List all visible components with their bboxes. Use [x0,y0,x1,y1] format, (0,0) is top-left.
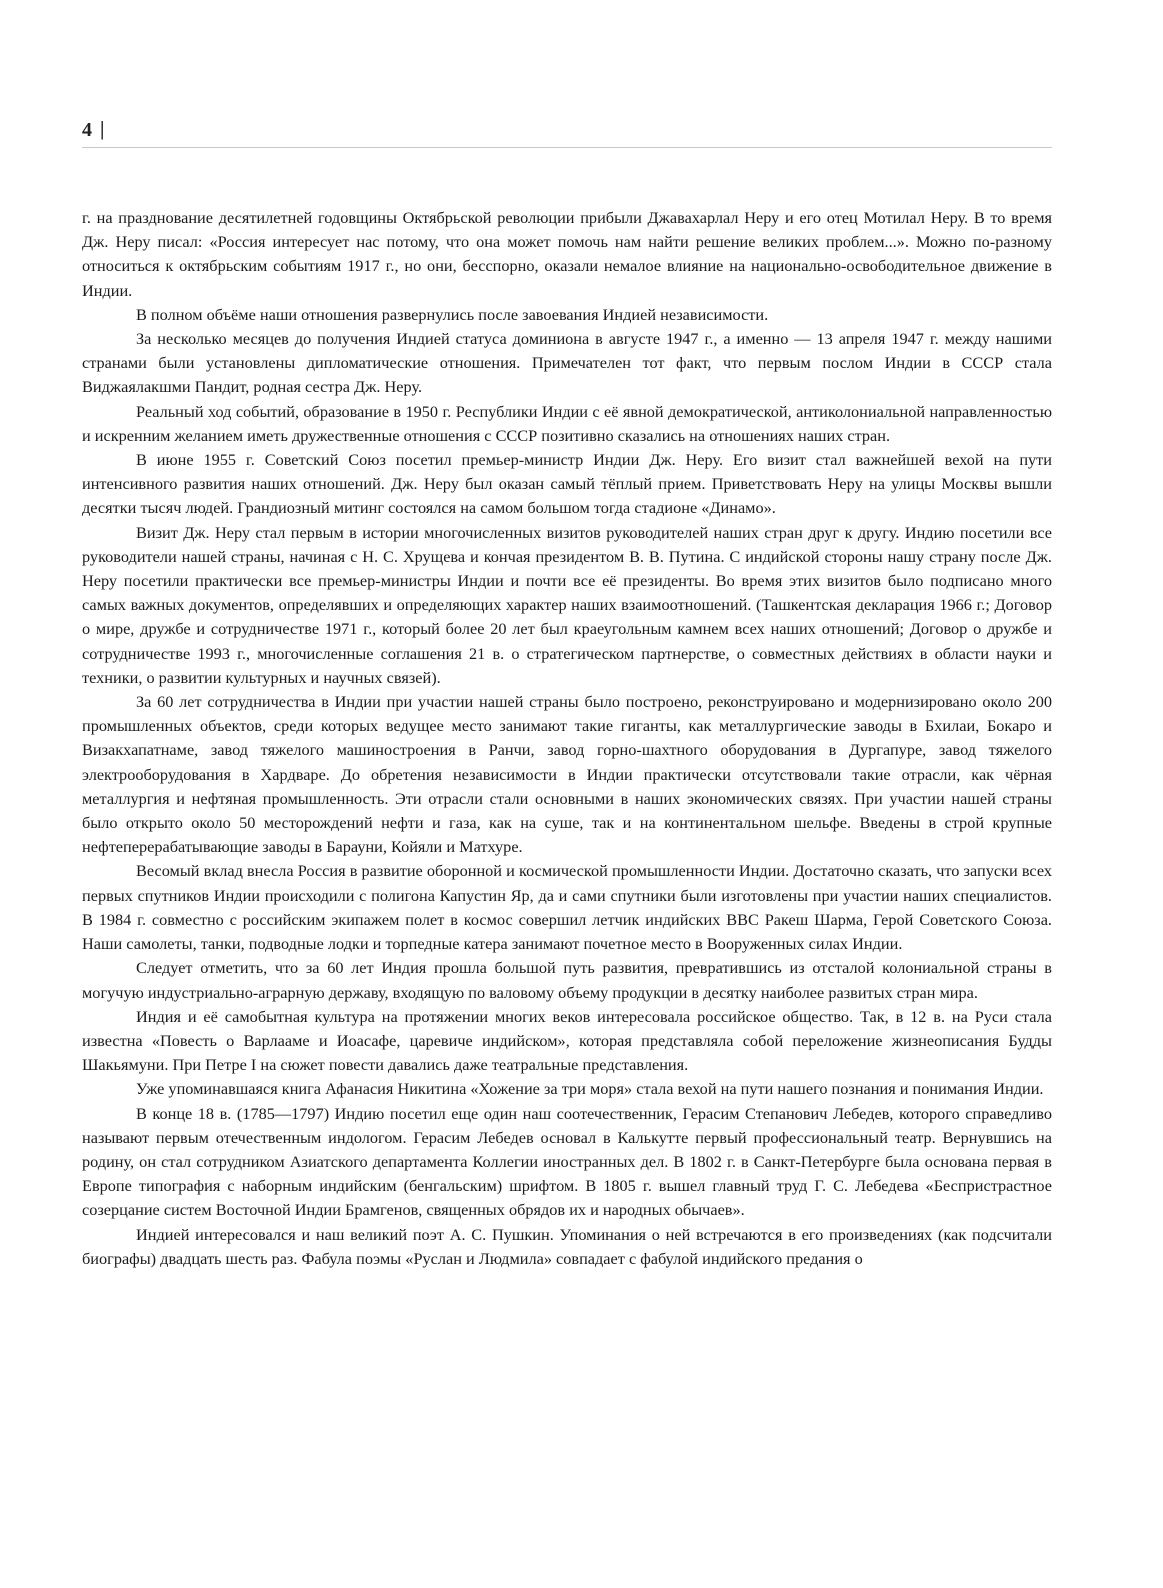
paragraph: В конце 18 в. (1785—1797) Индию посетил еще один наш соотечественник, Герасим Степанович Лебедев, которого справедливо называют первым отечественным индологом. Герасим Лебедев основал в Калькутте первый профессиональный театр. Вернувшись на родину, он стал сотрудником Азиатского департамента Коллегии иностранных дел. В 1802 г. в Санкт-Петербурге была основана первая в Европе типография с наборным индийским (бенгальским) шрифтом. В 1805 г. вышел главный труд Г. С. Лебедева «Беспристрастное созерцание систем Восточной Индии Брамгенов, священных обрядов их и народных обычаев». [82,1103,1052,1220]
paragraph: За 60 лет сотрудничества в Индии при участии нашей страны было построено, реконструировано и модернизировано около 200 промышленных объектов, среди которых ведущее место занимают такие гиганты, как металлургические заводы в Бхилаи, Бокаро и Визакхапатнаме, завод тяжелого машиностроения в Ранчи, завод горно-шахтного оборудования в Дургапуре, завод тяжелого электрооборудования в Хардваре. До обретения независимости в Индии практически отсутствовали такие отрасли, как чёрная металлургия и нефтяная промышленность. Эти отрасли стали основными в наших экономических связях. При участии нашей страны было открыто около 50 месторождений нефти и газа, как на суше, так и на континентальном шельфе. Введены в строй крупные нефтеперерабатывающие заводы в Барауни, Койяли и Матхуре. [82,692,1052,857]
header-separator: | [100,118,105,140]
paragraph: За несколько месяцев до получения Индией статуса доминиона в августе 1947 г., а именно — 13 апреля 1947 г. между нашими странами были установлены дипломатические отношения. Примечателен тот факт, что первым послом Индии в СССР стала Виджаялакшми Пандит, родная сестра Дж. Неру. [82,329,1052,397]
page-header [82,117,1052,148]
paragraph: Уже упоминавшаяся книга Афанасия Никитина «Хожение за три моря» стала вехой на пути нашего познания и понимания Индии. [136,1079,1044,1099]
page-number: 4 [82,119,92,141]
paragraph: В полном объёме наши отношения развернулись после завоевания Индией независимости. [136,304,769,324]
paragraph: Реальный ход событий, образование в 1950 г. Республики Индии с её явной демократической, антиколониальной направленностью и искренним желанием иметь дружественные отношения с СССР позитивно сказались на отношениях наших стран. [82,401,1052,445]
paragraph: Индией интересовался и наш великий поэт А. С. Пушкин. Упоминания о ней встречаются в его произведениях (как подсчитали биографы) двадцать шесть раз. Фабула поэмы «Руслан и Людмила» совпадает с фабулой индийского предания о [82,1224,1052,1268]
paragraph: Следует отметить, что за 60 лет Индия прошла большой путь развития, превратившись из отсталой колониальной страны в могучую индустриально-аграрную державу, входящую по валовому объему продукции в десятку наиболее развитых стран мира. [82,958,1052,1002]
paragraph: Весомый вклад внесла Россия в развитие оборонной и космической промышленности Индии. Достаточно сказать, что запуски всех первых спутников Индии происходили с полигона Капустин Яр, да и сами спутники были изготовлены при участии наших специалистов. В 1984 г. совместно с российским экипажем полет в космос совершил летчик индийских ВВС Ракеш Шарма, Герой Советского Союза. Наши самолеты, танки, подводные лодки и торпедные катера занимают почетное место в Вооруженных силах Индии. [82,861,1052,954]
paragraph: Визит Дж. Неру стал первым в истории многочисленных визитов руководителей наших стран друг к другу. Индию посетили все руководители нашей страны, начиная с Н. С. Хрущева и кончая президентом В. В. Путина. С индийской стороны нашу страну после Дж. Неру посетили практически все премьер-министры Индии и почти все её президенты. Во время этих визитов было подписано много самых важных документов, определявших и определяющих характер наших взаимоотношений. (Ташкентская декларация 1966 г.; Договор о мире, дружбе и сотрудничестве 1971 г., который более 20 лет был краеугольным камнем всех наших отношений; Договор о дружбе и сотрудничестве 1993 г., многочисленные соглашения 21 в. о стратегическом партнерстве, о совместных действиях в области науки и техники, о развитии культурных и научных связей). [82,522,1052,687]
paragraph: В июне 1955 г. Советский Союз посетил премьер-министр Индии Дж. Неру. Его визит стал важнейшей вехой на пути интенсивного развития наших отношений. Дж. Неру был оказан самый тёплый прием. Приветствовать Неру на улицы Москвы вышли десятки тысяч людей. Грандиозный митинг состоялся на самом большом тогда стадионе «Динамо». [82,450,1052,518]
paragraph: г. на празднование десятилетней годовщины Октябрьской революции прибыли Джавахарлал Неру и его отец Мотилал Неру. В то время Дж. Неру писал: «Россия интересует нас потому, что она может помочь нам найти решение великих проблем...». Можно по-разному относиться к октябрьским событиям 1917 г., но они, бесспорно, оказали немалое влияние на национально-освободительное движение в Индии. [82,208,1052,300]
paragraph: Индия и её самобытная культура на протяжении многих веков интересовала российское общество. Так, в 12 в. на Руси стала известна «Повесть о Варлааме и Иоасафе, царевиче индийском», которая представляла собой переложение жизнеописания Будды Шакьямуни. При Петре I на сюжет повести давались даже театральные представления. [82,1006,1052,1075]
body-text [82,206,1052,1271]
